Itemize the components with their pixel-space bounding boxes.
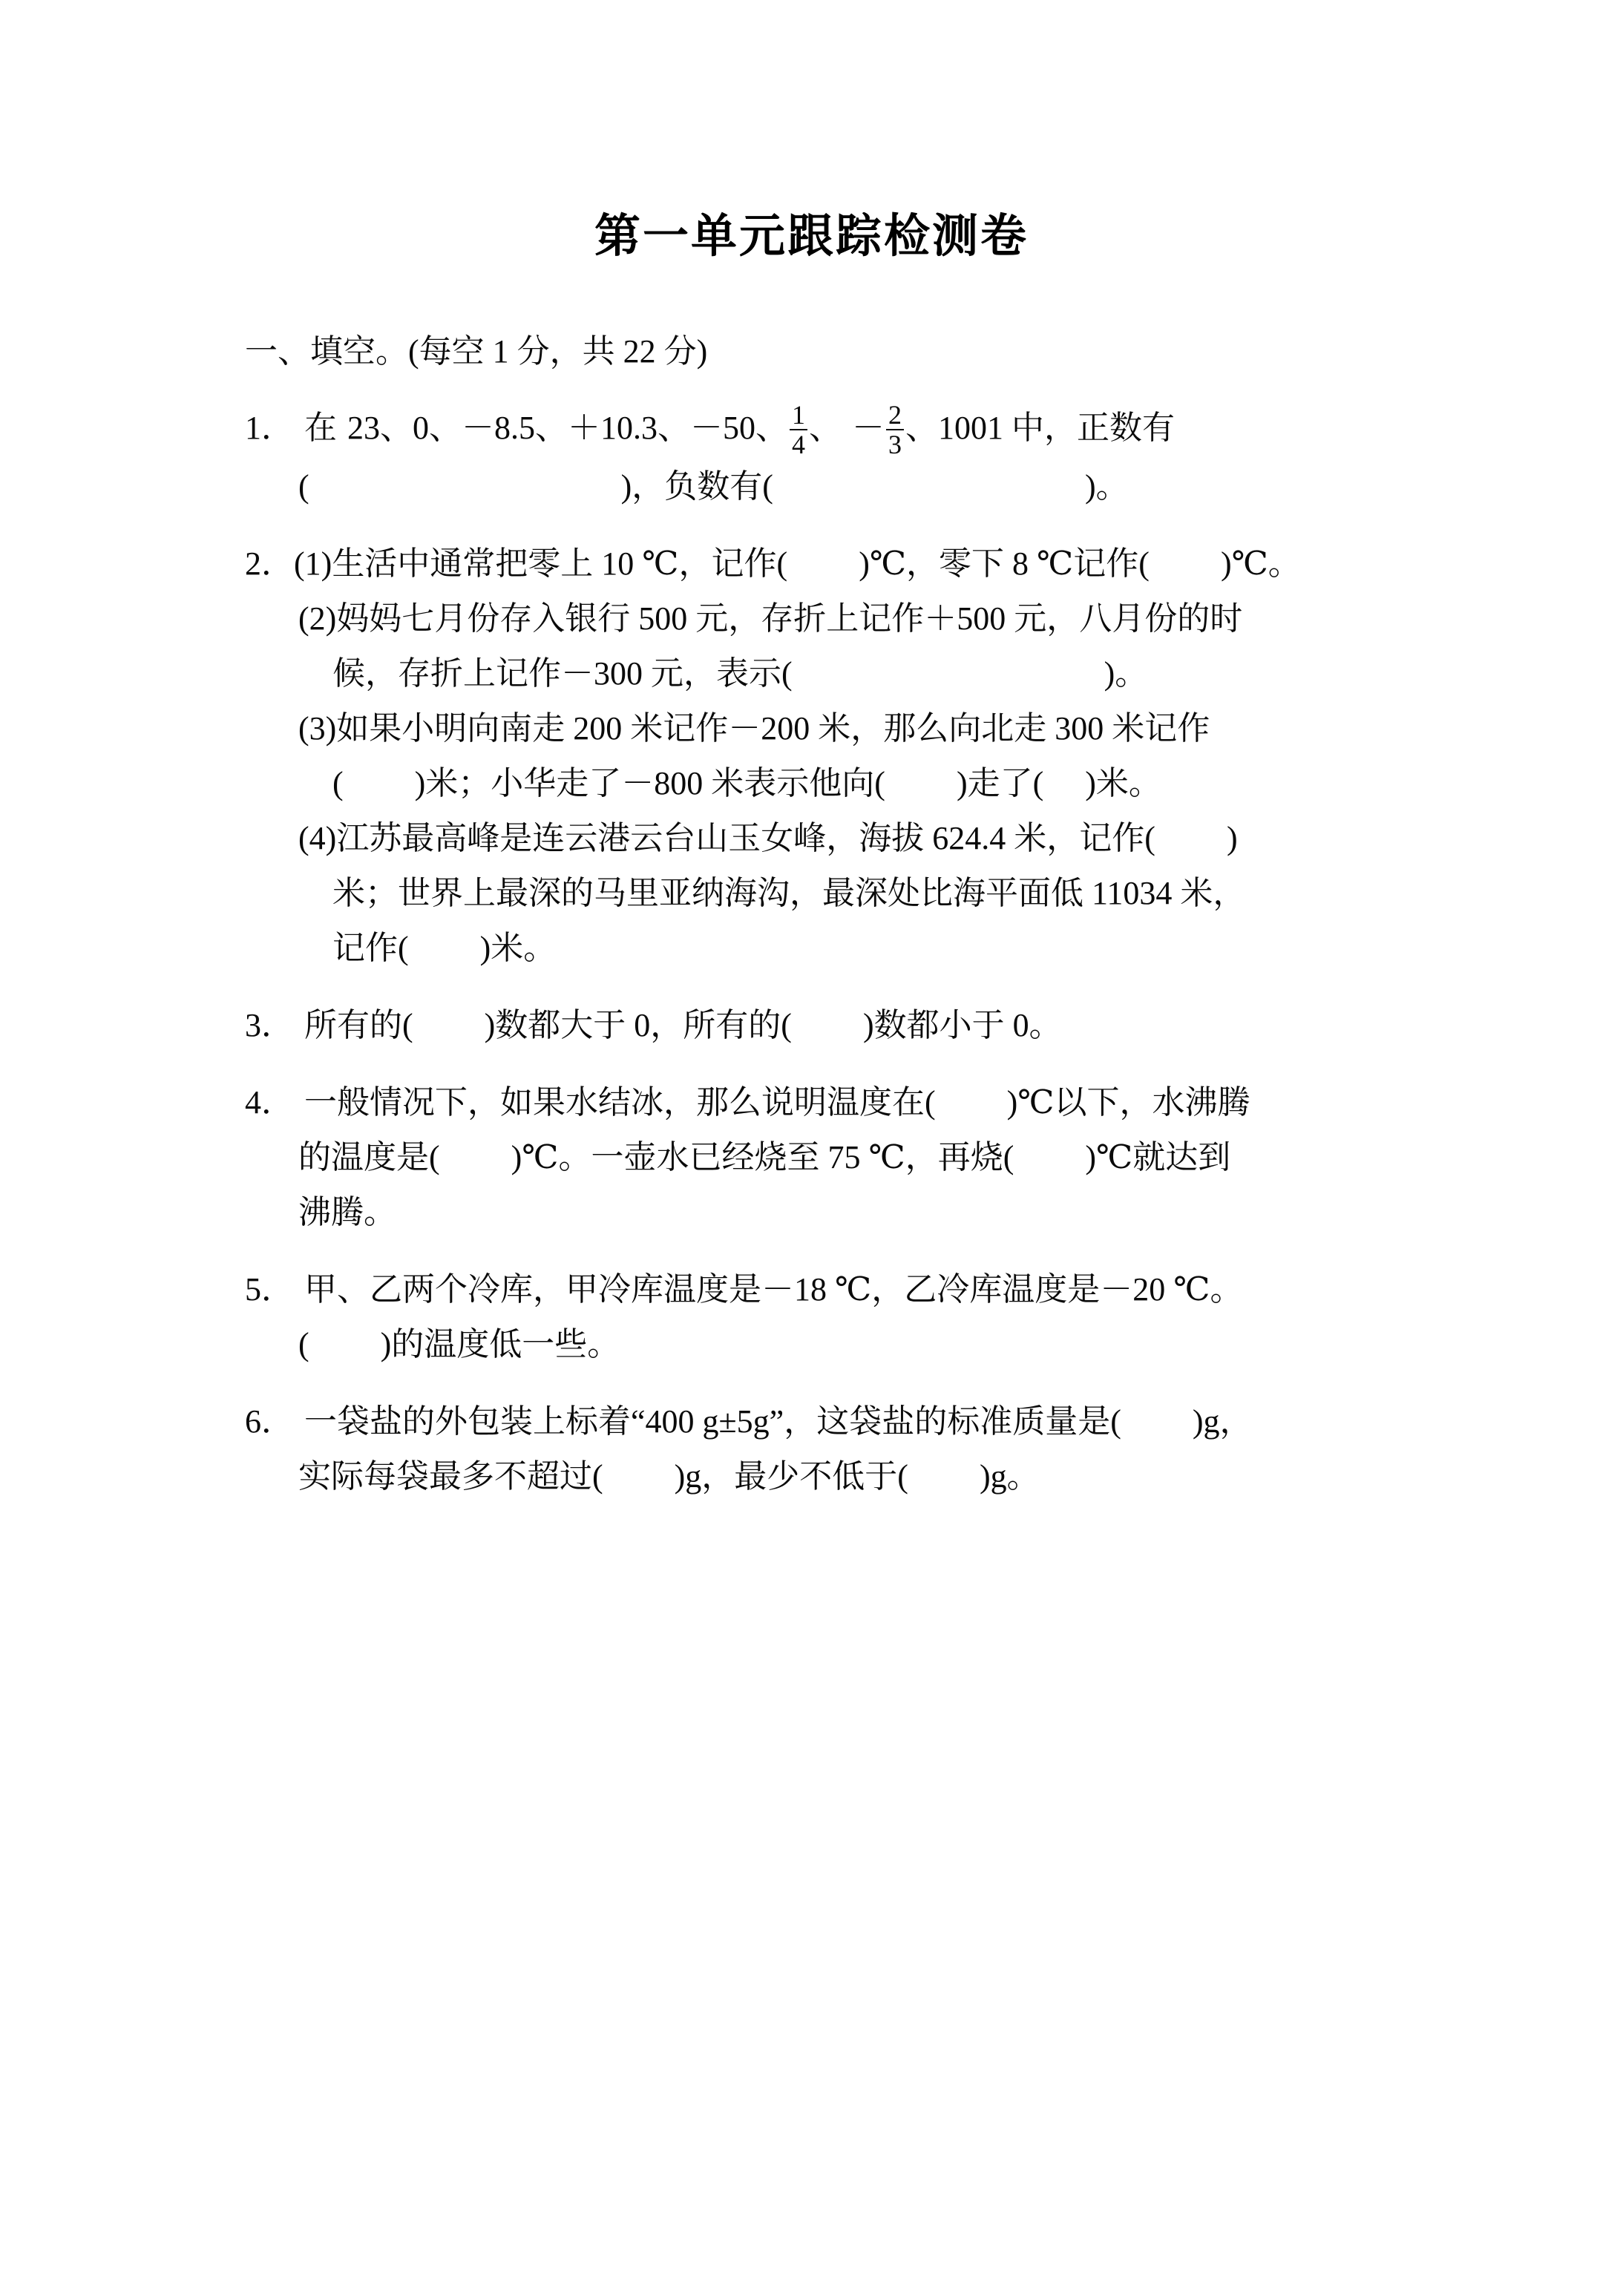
question-2-sub1-text-a: 生活中通常把零上 10 ℃，记作( [332, 545, 788, 582]
question-4-marker: 4． [245, 1083, 294, 1121]
answer-blank-open-paren[interactable]: ( [298, 468, 309, 505]
question-2-sub3-text-b: )米；小华走了－800 米表示他向( [414, 764, 885, 801]
question-6-line2-text-c: )g。 [979, 1457, 1040, 1495]
question-1-numbers: 23、0、－8.5、＋10.3、－50、 [347, 410, 788, 446]
question-1-separator: 、 [809, 410, 842, 446]
question-2-sub4-line-1 [245, 811, 1462, 866]
question-3 [245, 998, 1462, 1053]
question-3-line-1 [245, 998, 1462, 1053]
question-5-line1-text: 甲、乙两个冷库，甲冷库温度是－18 ℃，乙冷库温度是－20 ℃。 [304, 1270, 1243, 1308]
question-2-sub3-label: (3) [298, 709, 337, 747]
question-1-marker: 1． [245, 410, 294, 446]
question-6-line2-text-b: )g，最少不低于( [674, 1457, 908, 1495]
question-6-line2-text-a: 实际每袋最多不超过( [298, 1457, 603, 1495]
question-2-sub4-line2-text: 米；世界上最深的马里亚纳海沟，最深处比海平面低 11034 米， [332, 874, 1246, 911]
question-2-sub2-line1-text: 妈妈七月份存入银行 500 元，存折上记作＋500 元，八月份的时 [336, 600, 1243, 637]
question-3-text-b: )数都大于 0，所有的( [484, 1006, 792, 1043]
question-2-sub4-line-3 [245, 921, 1462, 976]
question-4-line3-text: 沸腾。 [298, 1193, 396, 1230]
question-1-middle-text: )，负数有( [620, 468, 773, 505]
fraction-numerator: 1 [790, 401, 807, 430]
question-1-lead: 在 [304, 410, 337, 446]
question-2-sub3-line-2 [245, 756, 1462, 811]
question-6 [245, 1394, 1462, 1504]
question-2-sub4-line-2 [245, 866, 1462, 921]
question-4 [245, 1075, 1462, 1240]
fraction-one-quarter [790, 401, 807, 458]
question-2-sub1-text-b: )℃，零下 8 ℃记作( [859, 545, 1150, 582]
question-6-line1-text-a: 一袋盐的外包装上标着“400 g±5g”，这袋盐的标准质量是( [304, 1403, 1121, 1440]
question-2-sub2-line2-text-b: )。 [1104, 655, 1148, 692]
question-5-line2-text-a: ( [298, 1325, 309, 1362]
question-1 [245, 401, 1462, 514]
question-4-line-2 [245, 1130, 1462, 1185]
question-2-sub1-text-c: )℃。 [1220, 545, 1301, 582]
question-1-minus-sign: － [852, 410, 885, 446]
question-2-sub3-line1-text: 如果小明向南走 200 米记作－200 米，那么向北走 300 米记作 [336, 709, 1210, 747]
question-2-sub3-text-a: ( [332, 764, 344, 801]
question-4-line2-text-c: )℃就达到 [1085, 1138, 1231, 1175]
question-2-sub4-line3-text-b: )米。 [479, 929, 557, 966]
question-2-sub2-label: (2) [298, 600, 337, 637]
question-5 [245, 1262, 1462, 1372]
question-4-line1-text-b: )℃以下，水沸腾 [1006, 1083, 1250, 1121]
question-1-end-text: )。 [1084, 468, 1129, 505]
question-6-line1-text-b: )g， [1192, 1403, 1253, 1440]
question-5-line-2 [245, 1317, 1462, 1372]
exam-body [245, 335, 1462, 1526]
question-2 [245, 537, 1462, 976]
question-4-line-1 [245, 1075, 1462, 1130]
question-5-marker: 5． [245, 1270, 294, 1308]
fraction-numerator: 2 [886, 401, 904, 430]
question-6-line-2 [245, 1449, 1462, 1504]
question-2-sub4-line1-text-b: ) [1226, 819, 1238, 856]
question-3-marker: 3． [245, 1006, 294, 1043]
question-2-sub2-line-2 [245, 646, 1462, 701]
question-2-sub3-text-c: )走了( [956, 764, 1044, 801]
question-1-line-1 [245, 401, 1462, 459]
question-4-line2-text-a: 的温度是( [298, 1138, 440, 1175]
question-4-line-3 [245, 1185, 1462, 1240]
question-2-marker: 2． [245, 545, 294, 582]
fraction-denominator: 4 [792, 429, 805, 459]
fraction-two-thirds [886, 401, 904, 458]
section-heading-fill-in-blanks: 一、填空。(每空 1 分，共 22 分) [245, 333, 708, 370]
question-3-text-c: )数都小于 0。 [862, 1006, 1062, 1043]
question-4-line1-text-a: 一般情况下，如果水结冰，那么说明温度在( [304, 1083, 936, 1121]
question-4-line2-text-b: )℃。一壶水已经烧至 75 ℃，再烧( [511, 1138, 1014, 1175]
question-2-sub3-line-1 [245, 701, 1462, 756]
question-6-marker: 6． [245, 1403, 294, 1440]
question-2-sub4-line3-text-a: 记作( [332, 929, 409, 966]
question-2-sub1-label: (1) [294, 545, 332, 582]
fraction-denominator: 3 [888, 429, 902, 459]
question-2-sub4-label: (4) [298, 819, 337, 856]
page-title: 第一单元跟踪检测卷 [594, 211, 1029, 262]
question-1-tail: 、1001 中，正数有 [905, 410, 1175, 446]
question-2-sub2-line2-text-a: 候，存折上记作－300 元，表示( [332, 655, 793, 692]
question-3-text-a: 所有的( [304, 1006, 413, 1043]
question-5-line2-text-b: )的温度低一些。 [380, 1325, 620, 1362]
question-2-sub1 [245, 537, 1462, 591]
question-1-line-2 [245, 459, 1462, 514]
question-5-line-1 [245, 1262, 1462, 1317]
question-2-sub3-text-d: )米。 [1085, 764, 1161, 801]
question-2-sub2-line-1 [245, 591, 1462, 646]
question-2-sub4-line1-text-a: 江苏最高峰是连云港云台山玉女峰，海拔 624.4 米，记作( [336, 819, 1155, 856]
question-6-line-1 [245, 1394, 1462, 1449]
